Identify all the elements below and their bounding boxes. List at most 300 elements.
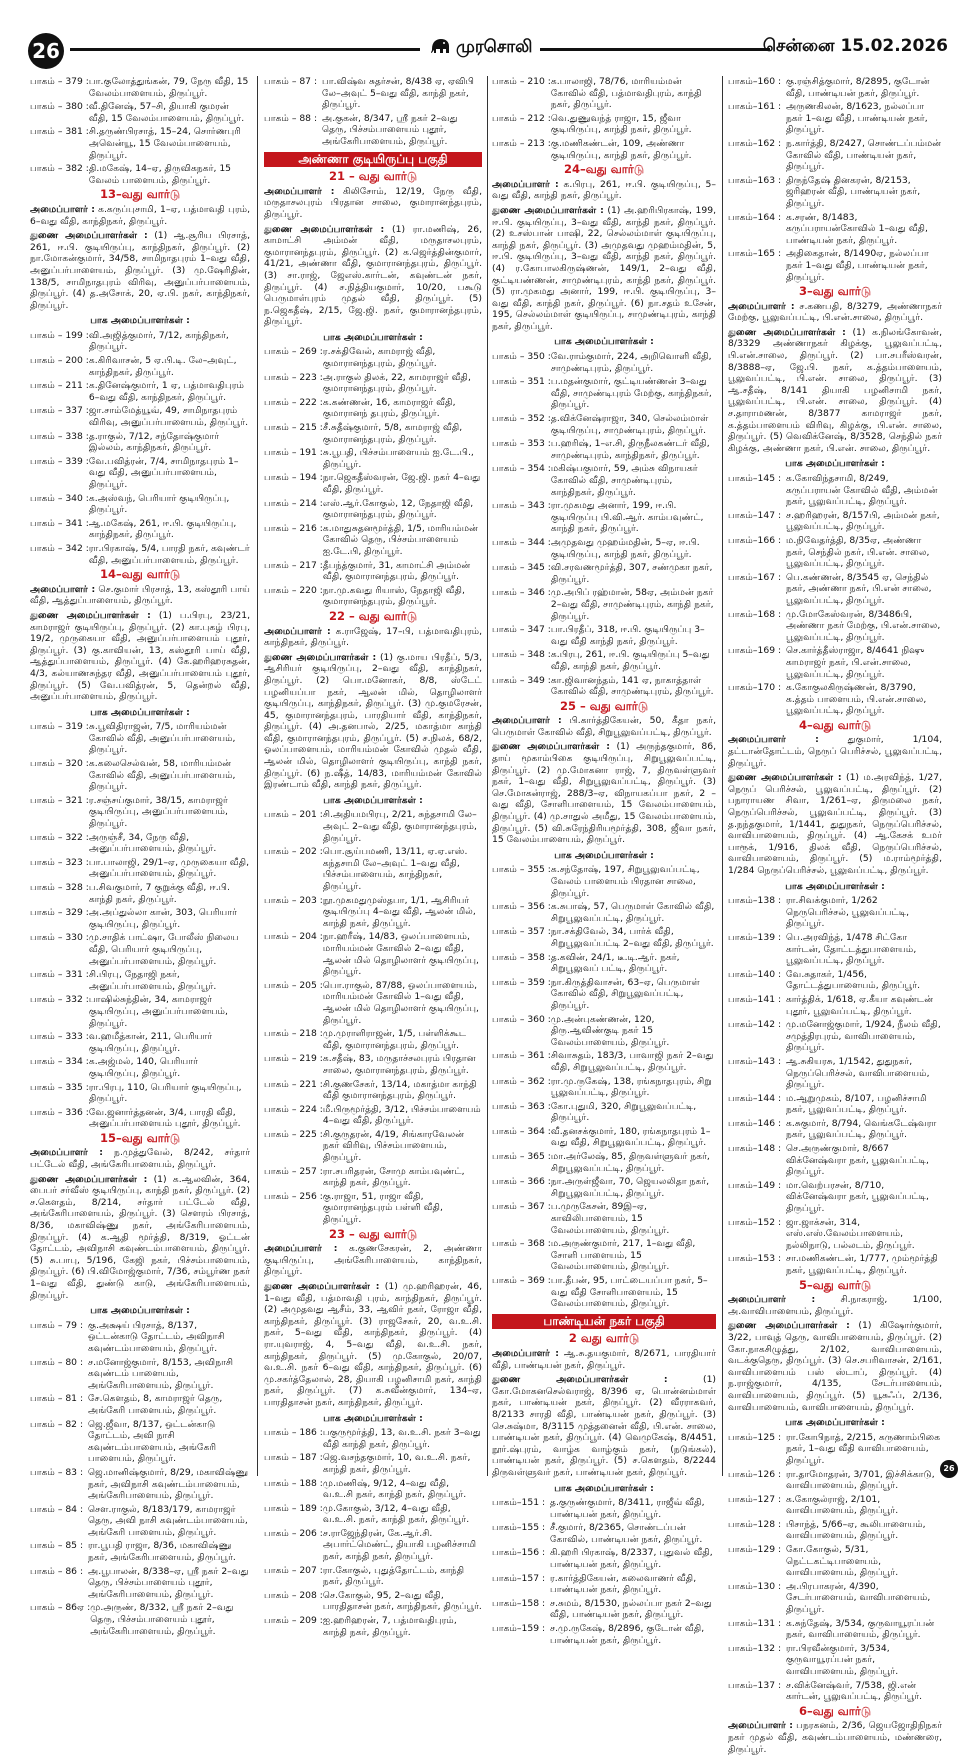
- subheading: பாக அமைப்பாளர்கள் :: [554, 1482, 654, 1494]
- role-label: துணை அமைப்பாளர்கள் :: [492, 1374, 668, 1386]
- booth-coordinator: ரா.தாமோதரன், 3/701, இச்சிக்காடு, வாவிபாளையம், திருப்பூர்.: [786, 1468, 935, 1492]
- booth-entry: [264, 1478, 482, 1501]
- booth-number: பாகம்–166 :: [728, 534, 782, 546]
- booth-entry: [492, 624, 716, 647]
- booth-number: பாகம் – 207 :: [264, 1564, 323, 1576]
- booth-number: பாகம் – 215 :: [264, 422, 323, 434]
- booth-coordinator: சு.பூவிதிராஜன், 7/5, மாரியம்மன் கோவில் வீதி, அனுப்பர்பாளையம், திருப்பூர்.: [88, 721, 236, 756]
- booth-coordinator: நா.மு.கவது ரியாஸ், நேதாஜி வீதி, குமாரானந்தபுரம், திருப்பூர்.: [322, 584, 465, 608]
- header-rule-right: [540, 48, 770, 51]
- booth-number: பாகம் – 365 :: [492, 1151, 551, 1163]
- booth-coordinator: தி.மகேஷ், 14–ஏ, திருவிகநகர், 15 வேலம் பாளையம், திருப்பூர்.: [88, 163, 232, 186]
- booth-number: பாகம்–127 :: [728, 1493, 782, 1505]
- organizer-details: துகுமார், 1/104, தட்டான்தோட்டம், நெருப் பெரிச்சல், பூலுவப்பட்டி, திருப்பூர்.: [728, 734, 943, 769]
- booth-number: பாகம் – 364 :: [492, 1125, 551, 1137]
- booth-coordinator: அருஞ்சீ, 34, நேரு வீதி, அனுப்பர்பாளையம், திருப்பூர்.: [88, 831, 217, 855]
- booth-coordinator: சி.பிரபு, நேதாஜி நகர், அனுப்பர்பாளையம், திருப்பூர்.: [88, 969, 217, 992]
- booth-entry: [728, 510, 942, 533]
- booth-number: பாகம் – 223 :: [264, 371, 323, 383]
- booth-entry: [492, 1238, 716, 1273]
- organizer-paragraph: [492, 715, 716, 738]
- booth-number: பாகம் – 367 :: [492, 1201, 551, 1213]
- booth-number: பாகம்–139 :: [728, 931, 782, 943]
- booth-number: பாகம் – 346 :: [492, 587, 551, 599]
- booth-entry: [728, 1217, 942, 1252]
- booth-entry: [728, 1019, 942, 1054]
- booth-entry: [264, 498, 482, 521]
- booth-number: பாகம் – 328 :: [30, 882, 89, 893]
- booth-coordinator: க.கலைசெல்வன், 58, மாரியம்மன் கோவில் வீதி, அனுப்பர்பாளையம், திருப்பூர்.: [88, 758, 236, 793]
- subheading: பாக அமைப்பாளர்கள் :: [90, 1305, 190, 1317]
- booth-coordinator: க.சந்தோஷ், 197, சிறுபூலுவப்பட்டி, வேலம் பாளையம் பிரதான சாலை, திருப்பூர்.: [550, 864, 700, 899]
- booth-coordinator: மு.அன்புகண்ணன், 120, திரு.ஆவிண்குடி நகர் 15 வேலம்பாளையம், திருப்பூர்.: [550, 1013, 670, 1048]
- booth-number: பாகம் – 338 :: [30, 430, 89, 442]
- booth-entry: [492, 1497, 716, 1520]
- booth-number: பாகம்–167 :: [728, 571, 782, 583]
- booth-number: பாகம் – 381 :: [30, 126, 89, 138]
- organizer-details: (1) கு.மாய பிரதீப், 5/3, ஆசிரியர் குடியிருப்பு, 2–வது வீதி, காந்திநகர், திருப்பூர். (2) பொ.மனோகர், 8/8, ஸ்டேட் பழனியப்பா நகர், ஆலன் மில், தொழிலாளர் குடியிருப்பு, காந்திநகர், திருப்பூர். (3) மு.குமரேசன், 45, குமாரானந்தபுரம், பாரதியார் வீதி, காந்திநகர், திருப்பூர். (4) அ.தனபால், 2/25, மகாத்மா காந்தி வீதி, குமாரானந்தபுரம், திருப்பூர். (5) ச.நிலக், 68/2, ஓலப்பாளையம், மாரியம்மன் கோவில் முதல் வீதி, ஆலன் மில், தொழிலாளர் குடியிருப்பு, காந்தி நகர், திருப்பூர். (6) ந.ஷீத், 14/83, மாரியம்மன் கோவில் இரண்டாம் வீதி, காந்தி நகர், திருப்பூர்.: [264, 651, 483, 791]
- booth-number: பாகம்–144 :: [728, 1092, 782, 1104]
- corner-page-number: 26: [940, 1460, 958, 1478]
- organizer-paragraph: [728, 1294, 942, 1317]
- booth-number: பாகம் – 209 :: [264, 1615, 323, 1627]
- booth-entry: [492, 926, 716, 949]
- organizer-paragraph: [264, 1243, 482, 1278]
- booth-entry: [30, 163, 250, 186]
- booth-number: பாகம் – 363 :: [492, 1100, 551, 1112]
- organizer-details: (1) அ.ஹரிபிரகாஷ், 199, ஈ.பி. குடியிருப்பு, 3–வது வீதி, காந்தி நகர், திருப்பூர். (2) உசஸ்பான் பாஷி, 22, செல்லம்மாள் குடியிருப்பு, காந்தி நகர், திருப்பூர். (3) அமுதவது முஹம்மதின், 5, ஈ.பி. குடியிருப்பு, 3–வது வீதி, காந்தி நகர், திருப்பூர். (4) ர.கோபாலகிருஷ்ணன், 149/1, 2–வது வீதி, குட்டியண்ணன், சாமுண்டிபுரம், காந்தி நகர், திருப்பூர். (5) ரா.முகமது அனார், 199, ஈ.பி. குடியிருப்பு, 3–வது வீதி, காந்தி நகர், திருப்பூர். (6) நா.சதம் உசேன், 195, செல்லம்மாள் குடியிருப்பு, சாமுண்டிபுரம், காந்தி நகர், திருப்பூர்.: [492, 204, 717, 332]
- booth-coordinator: ச.மனோஜ்குமார், 8/153, அவிநாசி கவுண்டம் பாளையம், அங்கேரிபாளையம், திருப்பூர்.: [88, 1356, 234, 1391]
- booth-coordinator: கு.ரஞ்சித்குமார், 8/2895, குடோன் வீதி, பாண்டியன் நகர், திருப்பூர்.: [786, 76, 930, 99]
- booth-coordinator: ர.கார்த்திகேயன், கலைவாணர் வீதி, பாண்டியன் நகர், திருப்பூர்.: [550, 1572, 697, 1596]
- booth-number: பாகம் – 79 :: [30, 1319, 84, 1331]
- booth-number: பாகம் – 361 :: [492, 1050, 551, 1062]
- booth-entry: [264, 1528, 482, 1563]
- booth-coordinator: ஜா.சாம்மேத்யூவ், 49, சாமிநாதபுரம் விரிவு, அனுப்பர்பாளையம், திருப்பூர்.: [88, 405, 249, 429]
- booth-coordinator: ரா.கோபிநாத், 2/215, கருணாம்பிகை நகர், 1–வது வீதி வாவிபாளையம், திருப்பூர்.: [786, 1431, 941, 1466]
- booth-coordinator: கோ.புதுமி, 320, சிறுபூலுவப்பட்டி, திருப்பூர்.: [550, 1100, 697, 1124]
- booth-entry: [728, 473, 942, 508]
- booth-coordinator: மு.மணிஷ், 9/12, 4–வது வீதி, வ.உ.சி நகர், காந்தி நகர், திருப்பூர்.: [322, 1477, 467, 1501]
- booth-number: பாகம் – 82 :: [30, 1418, 84, 1430]
- booth-entry: [492, 1176, 716, 1199]
- organizer-details: (1) ம.அரவிந்த், 1/27, நெருப் பெரிச்சல், பூலுவப்பட்டி, திருப்பூர். (2) பநாராயண சிவா, 1/261–ஏ, திருமலை நகர், நெருப்பெரிச்சல், பூலுவப்பட்டி, திருப்பூர். (3) த.நந்தகுமார், 1/1441, துதுநகர், நெருப்பெரிச்சல், வாவிபாளையம், திருப்பூர். (4) ஆ.கேசக் உமர் பாரூக், 1/916, திலக் வீதி, நெருப்பெரிச்சல், வாவிபாளையம், திருப்பூர். (5) ம.ராம்மூர்த்தி, 1/284 நெருப்பெரிச்சல், பூலுவப்பட்டி, திருப்பூர்.: [728, 772, 942, 876]
- booth-entry: [492, 901, 716, 924]
- booth-number: பாகம் – 352 :: [492, 413, 551, 425]
- booth-entry: [30, 1031, 250, 1054]
- booth-entry: [30, 493, 250, 516]
- booth-entry: [264, 1191, 482, 1226]
- booth-entry: [492, 649, 716, 672]
- booth-coordinator: சு.பூபதி, பிச்சம்பாளையம் ஐ.டே.பி., திருப்பூர்.: [322, 447, 474, 470]
- booth-entry: [492, 113, 716, 136]
- organizer-details: க.குணசேகரன், 2, அண்ணா குடியிருப்பு, அங்கேரிபாளையம், காந்திநகர், திருப்பூர்.: [264, 1243, 482, 1278]
- booth-number: பாகம்–159 :: [492, 1623, 546, 1635]
- booth-number: பாகம் – 189 :: [264, 1502, 323, 1514]
- organizer-paragraph: [492, 179, 716, 202]
- booth-entry: [728, 609, 942, 644]
- role-label: அமைப்பாளர் :: [728, 300, 795, 312]
- booth-entry: [30, 1566, 250, 1601]
- booth-entry: [264, 560, 482, 583]
- booth-coordinator: அ.பூபாலன், 8/338–ஏ, ஸ்ரீ நகர் 2–வது தெரு, பிச்சம்பாளையம் புதூர், அங்கேரிபாளையம், திருப்பூர்.: [88, 1565, 249, 1600]
- booth-number: பாகம் – 360 :: [492, 1013, 551, 1025]
- booth-coordinator: ரா.சபரிதரன், சோமு காம்பவுண்ட், காந்தி நகர், திருப்பூர்.: [322, 1165, 465, 1189]
- booth-coordinator: வெ.துணுவந்த் ராஜா, 15, ஜீவா குடியிருப்பு, காந்தி நகர், திருப்பூர்.: [550, 112, 692, 136]
- booth-number: பாகம் – 220 :: [264, 584, 323, 596]
- booth-coordinator: சீ.குமார், 8/2365, சொண்டப்பன் கோவில், பாண்டியன் நகர், திருப்பூர்.: [550, 1522, 703, 1545]
- column-divider: [257, 76, 258, 1476]
- booth-coordinator: எஸ்.ஆர்.கோகுல், 12, நேதாஜி வீதி, குமாரானந்தபுரம், திருப்பூர்.: [322, 497, 474, 521]
- booth-number: பாகம்–128 :: [728, 1518, 782, 1530]
- booth-coordinator: க.கோகுல்ராஜ், 2/101, வாவிபாளையம், திருப்பூர்.: [786, 1493, 899, 1517]
- booth-number: பாகம் – 343 :: [492, 500, 551, 512]
- booth-entry: [728, 1056, 942, 1091]
- booth-entry: [264, 1503, 482, 1526]
- booth-number: பாகம்–170 :: [728, 682, 782, 694]
- booth-entry: [728, 572, 942, 607]
- booth-entry: [728, 682, 942, 717]
- booth-entry: [728, 1180, 942, 1215]
- booth-entry: [30, 518, 250, 541]
- booth-entry: [30, 101, 250, 124]
- section-banner: அண்ணா குடியிருப்பு பகுதி: [264, 152, 482, 168]
- booth-entry: [492, 1050, 716, 1073]
- booth-number: பாகம் – 357 :: [492, 926, 551, 938]
- booth-number: பாகம் – 323 :: [30, 856, 89, 868]
- organizer-paragraph: [728, 1720, 942, 1755]
- booth-coordinator: ரா.சிவக்குமார், 1/262 நெருபெரிச்சல், பூலுவப்பட்டி, திருப்பூர்.: [786, 895, 910, 930]
- role-label: அமைப்பாளர் :: [492, 178, 559, 190]
- booth-number: பாகம் – 83 :: [30, 1466, 84, 1478]
- organizer-paragraph: [264, 1281, 482, 1409]
- page-header: [0, 0, 972, 70]
- booth-entry: [728, 248, 942, 283]
- column-1: [30, 76, 251, 1637]
- booth-entry: [728, 1469, 942, 1492]
- role-label: அமைப்பாளர் :: [728, 734, 819, 746]
- booth-coordinator: சி.அதியமபிரபு, 2/21, சுந்தசாமி லே–அவுட் 2–வது வீதி, குமாரானந்தபுரம், திருப்பூர்.: [322, 809, 477, 844]
- booth-coordinator: நா.அருள்ஜீவா, 70, ஜெயலலிதா நகர், சிறுபூலுவப்பட்டி, திருப்பூர்.: [550, 1176, 710, 1199]
- organizer-details: (1) அருந்தகுமார், 86, தாய் மூகாம்பிகை குடியிருப்பு, சிறுபூலுவப்பட்டி, திருப்பூர். (2) மு.மோகனா ராஜ், 7, திருவள்ளுவர் நகர், 1–வது வீதி, சிறுபூலுவப்பட்டி, திருப்பூர். (3) செ.மோகன்ராஜ், 288/3–ஏ, விநாயகப்பா நகர், 2 – வது வீதி, சோளிபாளையம், 15 வேலம்பாளையம், திருப்பூர். (4) மு.சாதுல் அமீது, 15 வேலம்பாளையம், திருப்பூர். (5) வி.சுரேந்திரியமூர்த்தி, 308, ஜீவா நகர், 15 வேலம்பாளையம், திருப்பூர்.: [492, 741, 717, 846]
- booth-entry: [492, 463, 716, 498]
- booth-entry: [492, 1201, 716, 1236]
- organizer-paragraph: [492, 1374, 716, 1478]
- booth-number: பாகம் – 219 :: [264, 1053, 323, 1065]
- booth-entry: [30, 758, 250, 793]
- booth-entry: [30, 355, 250, 378]
- booth-number: பாகம் – 256 :: [264, 1190, 323, 1202]
- booth-number: பாகம்–142 :: [728, 1019, 782, 1031]
- booth-coordinator: அ.அப்துல்லா கான், 303, பெரியார் குடியிருப்பு, திருப்பூர்.: [88, 907, 237, 930]
- booth-number: பாகம் – 85 :: [30, 1540, 84, 1552]
- booth-number: பாகம் – 257 :: [264, 1165, 323, 1177]
- booth-coordinator: வே.பவித்ரன், 7/4, சாமிநாதபுரம் 1–வது வீதி, அனுப்பர்பாளையம், திருப்பூர்.: [88, 455, 239, 490]
- booth-coordinator: பெ.கண்ணன், 8/3545 ஏ, செந்தில் நகர், அண்ணா நகர், பி.என் சாலை, பூலுவப்பட்டி, திருப்பூர்.: [786, 571, 932, 606]
- ward-heading: 4–வது வார்டு: [798, 717, 872, 732]
- booth-entry: [728, 175, 942, 210]
- booth-number: பாகம் – 369 :: [492, 1275, 551, 1286]
- booth-coordinator: திருந்தேஷ் தினகரன், 8/2153, ஜரிஹரன் வீதி, பாண்டியன் நகர், திருப்பூர்.: [786, 174, 921, 209]
- ward-heading: 2 வது வார்டு: [568, 1331, 640, 1346]
- booth-number: பாகம் – 341 :: [30, 517, 89, 529]
- booth-coordinator: பா.பாலாஜி, 29/1–ஏ, முருகையா வீதி, அனுப்பர்பாளையம், திருப்பூர்.: [88, 856, 250, 880]
- booth-coordinator: அ.பிரபாகரன், 4/390, சேடர்பாளையம், வாவிபாளையம், திருப்பூர்.: [786, 1580, 931, 1616]
- organizer-details: (1) மு.ஹரிஹரன், 46, 1–வது வீதி, பத்மாவதி புரம், காந்திநகர், திருப்பூர். (2) அமுதவது ஆசீம், 33, ஆவிர் நகர், ரோஜா வீதி, காந்திநகர், திருப்பூர். (3) ராஜசேகர், 20, வ.உ.சி. நகர், 5–வது வீதி, காந்திநகர், திருப்பூர். (4) ரா.யுவராஜ், 4, 5–வது வீதி, வ.உ.சி. நகர், காந்திநகர், திருப்பூர். (5) மு.கோகுல், 20/07, வ.உ.சி. நகர் 6–வது வீதி, காந்திநகர், திருப்பூர். (6) மு.சகர்த்தேலால், 28, தியாகி பழனிசாமி நகர், காந்தி நகர், திருப்பூர். (7) க.சுவீன்குமார், 134–ஏ, பாரதிதாசன் நகர், காந்திநகர், திருப்பூர்.: [264, 1281, 483, 1408]
- booth-coordinator: மு.அபிப் ரஹ்மான், 58ஏ, அம்மன் நகர் 2–வது வீதி, சாமுண்டிபுரம், காந்தி நகர், திருப்பூர்.: [550, 587, 714, 622]
- booth-coordinator: ம.ஆறுமுகம், 8/107, பழனிச்சாமி நகர், பூலுவப்பட்டி, திருப்பூர்.: [786, 1092, 927, 1116]
- booth-number: பாகம்–138 :: [728, 895, 782, 907]
- organizer-paragraph: [30, 1147, 250, 1170]
- column-divider: [722, 76, 723, 1476]
- booth-coordinator: க.கண்ணன், 16, காமராஜர் வீதி, குமாரானந் தபுரம், திருப்பூர்.: [322, 396, 456, 420]
- booth-entry: [30, 832, 250, 855]
- organizer-details: கிலிசோம், 12/19, நேரு வீதி, மருதாசலபுரம் பிரதான சாலை, குமாரானந்தபுரம், திருப்பூர்.: [264, 185, 482, 220]
- organizer-details: செ.குமார் பிரசாத், 13, கஸ்தூரி பாய் வீதி, ஆத்துப்பாளையம், திருப்பூர்.: [30, 583, 251, 607]
- booth-number: பாகம்–149 :: [728, 1179, 782, 1191]
- organizer-paragraph: [264, 626, 482, 649]
- booth-entry: [728, 1519, 942, 1542]
- booth-entry: [264, 1427, 482, 1450]
- booth-number: பாகம் – 358 :: [492, 951, 551, 963]
- booth-coordinator: கு.அக்ஷய் பிரசாத், 8/137, ஒட்டன்காடு தோட்டம், அவிநாசி கவுண்டம்பாளையம், திருப்பூர்.: [88, 1319, 225, 1354]
- organizer-details: (1) கோ.மோகனசெல்வராஜ், 8/396 ஏ, பொன்னம்மாள் நகர், பாண்டியன் நகர், திருப்பூர். (2) வீரராகவர், 8/2133 சாரதி வீதி, பாண்டியன் நகர், திருப்பூர். (3) செ.சுஷ்மா, 8/3115 முத்தனைன் வீதி, பி.என். சாலை, பாண்டியன் நகர், திருப்பூர். (4) வெமுகேஷ், 8/4451, நூர்.ஷ்புரம், வாழ்க வாழ்கும் நகர், (நடுங்கல்), பாண்டியன் நகர், திருப்பூர். (5) ச.கௌதம், 8/2244 திருவள்ளுவர் நகர், பாண்டியன் நகர், திருப்பூர்.: [492, 1374, 717, 1478]
- booth-coordinator: பா.விஷ்வ சுதர்சன், 8/438 ஏ, ஏவிபி லே–அவுட் 5–வது வீதி, காந்தி நகர், திருப்பூர்.: [322, 76, 474, 111]
- booth-number: பாகம் – 217 :: [264, 559, 323, 571]
- booth-number: பாகம் – 380 :: [30, 101, 89, 113]
- booth-coordinator: ரா.மு.ருகேஷ், 138, ரங்கநாதபுரம், சிறு பூலுவப்பட்டி, திருப்பூர்.: [550, 1075, 712, 1099]
- booth-coordinator: சி.குணசேகர், 13/14, மகாத்மா காந்தி வீதி குமாரானந்தபுரம், திருப்பூர்.: [322, 1078, 477, 1102]
- ward-heading: 24–வது வார்டு: [563, 162, 645, 177]
- booth-entry: [492, 1126, 716, 1149]
- masthead: [430, 37, 533, 59]
- booth-number: பாகம் – 329 :: [30, 907, 89, 919]
- booth-entry: [492, 952, 716, 975]
- booth-entry: [30, 543, 250, 566]
- booth-number: பாகம் – 349 :: [492, 674, 551, 686]
- booth-number: பாகம் – 322 :: [30, 831, 89, 843]
- booth-entry: [264, 372, 482, 395]
- booth-number: பாகம் – 335 :: [30, 1081, 89, 1093]
- booth-entry: [264, 980, 482, 1026]
- column-2: [264, 76, 483, 1638]
- booth-number: பாகம் – 366 :: [492, 1176, 551, 1188]
- booth-number: பாகம் – 350 :: [492, 351, 551, 363]
- booth-number: பாகம் – 379 :: [30, 76, 89, 87]
- booth-number: பாகம் – 86ஏ :: [30, 1602, 91, 1614]
- booth-entry: [492, 1101, 716, 1124]
- ward-heading: 13–வது வார்டு: [99, 187, 181, 202]
- booth-coordinator: நா.ஜெகதீஸ்வரன், ஜே.ஜி. நகர் 4–வது வீதி, திருப்பூர்.: [322, 472, 481, 495]
- booth-number: பாகம்–145 :: [728, 473, 782, 484]
- booth-coordinator: பொ.ராகுல், 87/88, ஒலப்பாளையம், மாரியம்மன் கோவில் 1–வது வீதி, ஆலன் மில் தொழிலாளர் குடியிருப்பு, திருப்பூர்.: [322, 979, 479, 1026]
- booth-entry: [492, 537, 716, 560]
- booth-number: பாகம் – 348 :: [492, 649, 551, 661]
- booth-number: பாகம் – 211 :: [30, 380, 89, 392]
- booth-entry: [30, 1540, 250, 1563]
- booth-number: பாகம் – 202 :: [264, 846, 323, 858]
- booth-entry: [30, 932, 250, 967]
- booth-entry: [30, 405, 250, 428]
- booth-number: பாகம் – 334 :: [30, 1056, 89, 1068]
- booth-number: பாகம்–165 :: [728, 248, 782, 260]
- role-label: துணை அமைப்பாளர்கள் :: [30, 1173, 148, 1185]
- ward-heading: 25 – வது வார்டு: [559, 698, 649, 713]
- organizer-paragraph: [728, 734, 942, 769]
- booth-coordinator: மு.கோகுல், 3/12, 4–வது வீதி, வ.உ.சி. நகர், காந்தி நகர், திருப்பூர்.: [322, 1502, 470, 1526]
- booth-coordinator: கு.ராஜா, 51, ராஜா வீதி, குமாரானந்தபுரம் பள்ளி வீதி, திருப்பூர்.: [322, 1190, 443, 1226]
- booth-entry: [30, 1467, 250, 1502]
- booth-coordinator: மகிஷ்பகுமார், 59, அம்சு விநாயகர் கோவில் வீதி, சாமுண்டிபுரம், காந்திநகர், திருப்பூர்.: [550, 463, 698, 498]
- booth-coordinator: த.கவின், 24/1, டீ.டி.ஆர். நகர், சிறுபூலுவப் பட்டி, திருப்பூர்.: [550, 951, 680, 975]
- booth-coordinator: பா.பிரதீப், 318, ஈ.பி. குடியிருப்பு 3–வது வீதி காந்தி நகர், திருப்பூர்.: [550, 624, 705, 647]
- booth-coordinator: ப.ஹரிஷ், 1–எ.சி, திருநீலகண்டர் வீதி, சாமுண்டிபுரம், காந்திநகர், திருப்பூர்.: [550, 438, 710, 461]
- booth-number: பாகம் – 368 :: [492, 1238, 551, 1250]
- organizer-details: (1) கிஷோர்குமார், 3/22, பாவுத் தெரு, வாவிபாளையம், திருப்பூர். (2) கோ.நாகசிழுத்து, 2/102, வாவிபாளையம், வடக்குதெரு, திருப்பூர். (3) செ.சபரிவாசன், 2/161, வாவிபாளையம் பஸ் ஸ்டாப், திருப்பூர். (4) ந.ராஜ்குமார், 4/135, சேடர்பாளையம், வாவிபாளையம், திருப்பூர். (5) யூசுஃப், 2/136, வாவிபாளையம், வாவிபாளையம், திருப்பூர்.: [728, 1320, 943, 1413]
- booth-entry: [30, 126, 250, 161]
- booth-coordinator: க.கோகுலகிருஷ்ணன், 8/3790, க.த்தம் பாளையம், பி.என்.சாலை, பூலுவப்பட்டி, திருப்பூர்.: [786, 682, 927, 717]
- booth-entry: [728, 535, 942, 570]
- organizer-details: (1) ப.பிரபு, 23/21, காமராஜர் குடியிருப்பு, திருப்பூர். (2) கா.புகழ் பிரபு, 19/2, முருகையா வீதி, அனுப்பர்பாளையம் புதூர், திருப்பூர். (3) கு.காவியன், 13, கஸ்தூரி பாய் வீதி, ஆத்துப்பாளையம், திருப்பூர். (4) கே.ஹரிஹரசுதன், 4/3, கல்யாணசுந்தர வீதி, அனுப்பர்பாளையம் புதூர், திருப்பூர். (5) வே.பவித்ரன், 5, தென்றல் வீதி, அனுப்பர்பாளையம், திருப்பூர்.: [30, 609, 250, 703]
- booth-entry: [492, 1522, 716, 1545]
- booth-coordinator: வீ.தினேஷ், 57–சி, தியாகி குமரன் வீதி, 15 வேலம்பாளையம், திருப்பூர்.: [88, 101, 245, 124]
- booth-entry: [264, 1166, 482, 1189]
- booth-coordinator: சீ.சுதீஷ்குமார், 5/8, காமராஜ் வீதி, குமாரானந்தபுரம், திருப்பூர்.: [322, 422, 463, 445]
- booth-entry: [728, 1093, 942, 1116]
- booth-entry: [492, 138, 716, 161]
- booth-coordinator: பெ.அரவிந்த், 1/478 சிட்கோ கார்டன், தோட்டத்துபாளையம், பூலுவப்பட்டி, திருப்பூர்.: [786, 931, 917, 967]
- booth-coordinator: அமுதவது முஹம்மதின், 5–ஏ, ஈ.பி. குடியிருப்பு, காந்தி நகர், திருப்பூர்.: [550, 536, 700, 560]
- booth-coordinator: க.சுபாஷ், 57, பெருமாள் கோவில் வீதி, சிறுபூலுவப்பட்டி, திருப்பூர்.: [550, 901, 715, 924]
- booth-coordinator: ரா.பிரவீன்குமார், 3/534, குருவாயூரப்பன் நகர், வாவிபாளையம், திருப்பூர்.: [786, 1642, 899, 1677]
- booth-entry: [30, 907, 250, 930]
- booth-number: பாகம் – 187 :: [264, 1452, 323, 1464]
- booth-entry: [492, 1151, 716, 1174]
- role-label: அமைப்பாளர் :: [728, 1294, 816, 1306]
- subheading: பாக அமைப்பாளர்கள் :: [323, 1412, 423, 1424]
- booth-number: பாகம்–141 :: [728, 993, 782, 1005]
- role-label: துணை அமைப்பாளர்கள் :: [492, 741, 610, 753]
- booth-entry: [728, 1143, 942, 1178]
- page-number-badge: 26: [28, 33, 64, 69]
- organizer-details: (1) க.ஆலவின், 364, பைபர் சர்வீஸ் குடியிருப்பு, காந்தி நகர், திருப்பூர். (2) ச.கௌதம், 8/214, சர்தார் பட்டேல் வீதி, அங்கேரிபாளையம், திருப்பூர். (3) சௌரம் பிரசாத், 8/36, மகாவிஷ்ணு நகர், அங்கேரிபாளையம், திருப்பூர். (4) க.ஆதி மூர்த்தி, 8/319, ஓட்டன் தோட்டம், அவிநாசி கவுண்டம்பாளையம், திருப்பூர். (5) சு.பாபு, 5/196, கேஜி நகர், பிச்சம்பாளையம், திருப்பூர். (6) பி.விமோஜ்குமார், 7/36, சம்பூர்ண நகர் 1–வது வீதி, துண்டு காடு, அங்கேரிபாளையம், திருப்பூர்.: [30, 1173, 250, 1301]
- organizer-paragraph: [30, 584, 250, 607]
- organizer-paragraph: [264, 186, 482, 221]
- booth-entry: [30, 857, 250, 880]
- ward-heading: 23 – வது வார்டு: [328, 1226, 418, 1241]
- subheading: பாக அமைப்பாளர்கள் :: [785, 1417, 885, 1429]
- booth-coordinator: க.அஸ்வந், பெரியார் குடியிருப்பு, திருப்பூர்.: [88, 492, 230, 516]
- organizer-paragraph: [492, 205, 716, 333]
- booth-coordinator: ச.விக்னேஷ்வர், 7/538, ஜி.என் கார்டன், பூலுவப்பட்டி, திருப்பூர்.: [786, 1679, 923, 1703]
- booth-number: பாகம் – 199 :: [30, 329, 89, 341]
- ward-heading: 21 – வது வார்டு: [328, 169, 418, 184]
- booth-number: பாகம் – 344 :: [492, 536, 551, 548]
- role-label: அமைப்பாளர் :: [264, 625, 331, 637]
- booth-coordinator: த.குருண்குமார், 8/3411, ராஜீவ் வீதி, பாண்டியன் நகர், திருப்பூர்.: [550, 1497, 705, 1520]
- organizer-paragraph: [728, 301, 942, 324]
- booth-entry: [492, 977, 716, 1012]
- booth-number: பாகம்–161 :: [728, 101, 782, 113]
- booth-number: பாகம் – 214 :: [264, 497, 323, 509]
- subheading: பாக அமைப்பாளர்கள் :: [323, 331, 423, 343]
- booth-coordinator: க.தினேஷ்குமார், 1 ஏ, பத்மாவதிபுரம் 6–வது வீதி, காந்திநகர், திருப்பூர்.: [88, 380, 244, 403]
- booth-entry: [492, 1547, 716, 1570]
- booth-entry: [492, 351, 716, 374]
- booth-entry: [264, 1079, 482, 1102]
- booth-entry: [728, 1618, 942, 1641]
- booth-coordinator: வி.அஜித்குமார், 7/12, காந்திநகர், திருப்பூர்.: [88, 329, 229, 353]
- booth-entry: [264, 472, 482, 495]
- booth-number: பாகம் – 331 :: [30, 969, 89, 981]
- booth-coordinator: நூ.முகமதுமுஸ்தபா, 1/1, ஆசிரியர் குடியிருப்பு 4–வது வீதி, ஆலன் மில், காந்தி நகர், திருப்பூர்.: [322, 894, 476, 929]
- booth-coordinator: நா.கிருத்திவாசன், 63–ஏ, பெருமாள் கோவில் வீதி, சிறுபூலுவப்பட்டி, திருப்பூர்.: [550, 976, 700, 1011]
- role-label: அமைப்பாளர் :: [30, 203, 95, 215]
- booth-number: பாகம்–125 :: [728, 1431, 782, 1443]
- booth-entry: [728, 932, 942, 967]
- booth-number: பாகம் – 218 :: [264, 1028, 323, 1040]
- role-label: துணை அமைப்பாளர்கள் :: [492, 204, 604, 216]
- booth-number: பாகம் – 337 :: [30, 405, 89, 417]
- booth-entry: [264, 1590, 482, 1613]
- booth-entry: [728, 1680, 942, 1703]
- booth-coordinator: ம.நிவேதர்த்தி, 8/35ஏ, அண்ணா நகர், செந்தில் நகர், பி.என். சாலை, பூலுவப்பட்டி, திருப்பூர்.: [786, 534, 930, 570]
- booth-number: பாகம் – 356 :: [492, 901, 551, 913]
- organizer-paragraph: [492, 741, 716, 845]
- organizer-details: ஆ.சு.தயகுமார், 8/2671, பாரதியார் வீதி, பாண்டியன் நகர், திருப்பூர்.: [492, 1347, 717, 1371]
- organizer-details: க.கருப்புசாமி, 1–ஏ, பத்மாவதி புரம், 6–வது வீதி, காந்திநகர், திருப்பூர்.: [30, 203, 251, 227]
- booth-entry: [492, 864, 716, 899]
- booth-number: பாகம்–156 :: [492, 1547, 546, 1559]
- booth-coordinator: மு.முராளிராஜன், 1/5, பள்ளிக்கூட வீதி, குமாரானந்தபுரம், திருப்பூர்.: [322, 1028, 467, 1051]
- booth-entry: [492, 500, 716, 535]
- booth-entry: [264, 76, 482, 111]
- booth-number: பாகம்–132 :: [728, 1642, 782, 1654]
- role-label: துணை அமைப்பாளர்கள் :: [728, 326, 846, 338]
- booth-coordinator: க.அஜ்மல், 140, பெரியார் குடியிருப்பு, திருப்பூர்.: [88, 1056, 198, 1079]
- ward-heading: 15–வது வார்டு: [99, 1130, 181, 1145]
- booth-entry: [728, 1544, 942, 1579]
- booth-entry: [492, 1623, 716, 1646]
- booth-coordinator: க.மாதுசுதனமூர்த்தி, 1/5, மாரியம்மன் கோவில் தெரு, பிச்சம்பாளையம் ஐ.டே.பி, திருப்பூர்.: [322, 522, 479, 557]
- booth-coordinator: ப.சிவகுமார், 7 குறுக்கு வீதி, ஈ.பி. காந்தி நகர், திருப்பூர்.: [88, 882, 230, 905]
- booth-number: பாகம் – 208 :: [264, 1589, 323, 1601]
- booth-entry: [30, 882, 250, 905]
- column-3: [492, 76, 717, 1646]
- booth-number: பாகம்–158 :: [492, 1597, 546, 1609]
- booth-coordinator: சி.தருண்பிரசாத், 15–24, சொர்ணபுரி அவென்யூ, 15 வேலம்பாளையம், திருப்பூர்.: [88, 126, 241, 161]
- booth-number: பாகம் – 355 :: [492, 864, 551, 876]
- booth-coordinator: ரா.பிரகாஷ், 5/4, பாரதி நகர், கவுண்டர் வீதி, அனுப்பர்பாளையம், திருப்பூர்.: [88, 542, 250, 566]
- organizer-details: (1) ஆ.சூரிய பிரசாத், 261, ஈ.பி. குடியிருப்பு, காந்திநகர், திருப்பூர். (2) நா.மோகன்குமார், 34/58, சாமிநாதபுரம் 1–வது வீதி, அனுப்பர்பாளையம், திருப்பூர். (3) மு.ஷேரிதின், 138/5, சாமிநாதபுரம் விரிவு, அனுப்பர்பாளையம், திருப்பூர். (4) த.அசோக், 20, ஏ.பி. நகர், காந்திநகர், திருப்பூர்.: [30, 230, 250, 311]
- booth-number: பாகம் – 319 :: [30, 721, 89, 733]
- booth-entry: [30, 1082, 250, 1105]
- booth-number: பாகம்–130 :: [728, 1580, 782, 1592]
- booth-number: பாகம் – 88 :: [264, 112, 318, 124]
- booth-number: பாகம்–164 :: [728, 211, 782, 223]
- booth-number: பாகம் – 205 :: [264, 979, 323, 991]
- booth-coordinator: ச.ராஜேந்திரன், கே.ஆர்.சி. அபார்ட்மெண்ட், தியாகி பழனிச்சாமி நகர், காந்தி நகர், திருப்பூர்.: [322, 1527, 477, 1563]
- booth-entry: [264, 113, 482, 148]
- role-label: அமைப்பாளர் :: [728, 1720, 793, 1732]
- booth-coordinator: கி.ஹரி பிரகாஷ், 8/2337, புதுவல் வீதி, பாண்டியன் நகர், திருப்பூர்.: [550, 1547, 713, 1571]
- booth-entry: [30, 380, 250, 403]
- booth-number: பாகம் – 188 :: [264, 1477, 323, 1489]
- booth-number: பாகம் – 321 :: [30, 794, 89, 806]
- booth-entry: [264, 447, 482, 470]
- booth-coordinator: ஜெ.வசந்தகுமார், 10, வ.உ.சி. நகர், காந்தி நகர், திருப்பூர்.: [322, 1452, 471, 1475]
- column-4: [728, 76, 943, 1755]
